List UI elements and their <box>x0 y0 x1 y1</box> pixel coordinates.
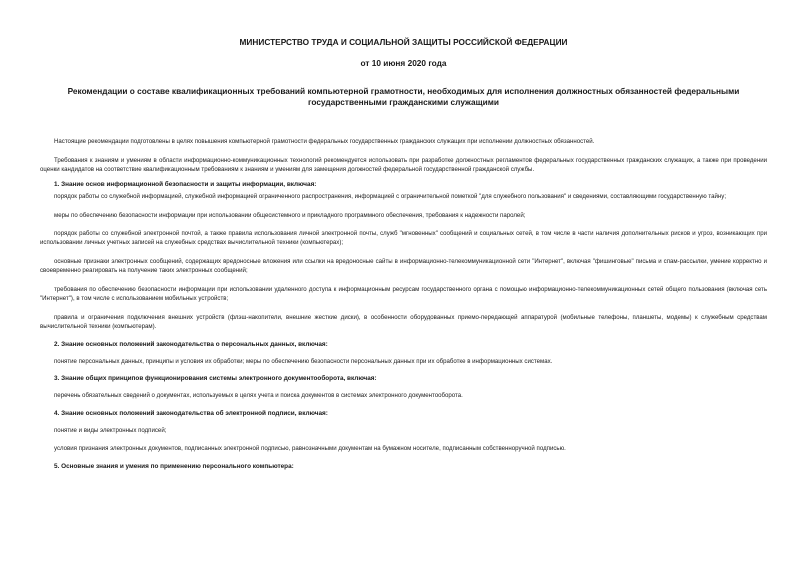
section-2-item: понятие персональных данных, принципы и условия их обработки; меры по обеспечению безопасности персональных данных при их обработке в информационных системах. <box>54 358 553 365</box>
document-body <box>40 137 767 471</box>
section-4-item: условия признания электронных документов, подписанных электронной подписью, равнозначными документам на бумажном носителе, подписанным собственноручной подписью. <box>54 445 566 452</box>
document-date: от 10 июня 2020 года <box>360 58 447 68</box>
section-1-item: основные признаки электронных сообщений, содержащих вредоносные вложения или ссылки на вредоносные сайты в информационно-телекоммуникационной сети "Интернет", включая "фишинговые" письма и спам-рассылки, умение корректно и своевременно реагировать на получение таких электронных сообщений; <box>40 258 767 274</box>
section-1-item: требования по обеспечению безопасности информации при использовании удаленного доступа к информационным ресурсам государственного органа с помощью информационно-телекоммуникационных сетей общего пользования (включая сеть "Интернет"), в том числе с использованием мобильных устройств; <box>40 286 767 302</box>
section-1-item: порядок работы со служебной информацией, служебной информацией ограниченного распространения, информацией с ограничительной пометкой "для служебного пользования" и сведениями, составляющими государственную тайну; <box>54 193 727 200</box>
document-title: Рекомендации о составе квалификационных требований компьютерной грамотности, необходимых для исполнения должностных обязанностей федеральными государственными гражданскими служащими <box>67 86 740 107</box>
intro-paragraph-1: Настоящие рекомендации подготовлены в целях повышения компьютерной грамотности федеральных государственных гражданских служащих при исполнении должностных обязанностей. <box>54 138 595 145</box>
section-1-item: меры по обеспечению безопасности информации при использовании общесистемного и прикладного программного обеспечения, требования к надежности паролей; <box>54 212 526 219</box>
section-2-heading: 2. Знание основных положений законодательства о персональных данных, включая: <box>54 341 328 348</box>
section-1-heading: 1. Знание основ информационной безопасности и защиты информации, включая: <box>54 181 317 188</box>
section-3-heading: 3. Знание общих принципов функционирования системы электронного документооборота, включая: <box>54 375 377 382</box>
section-4-heading: 4. Знание основных положений законодательства об электронной подписи, включая: <box>54 410 328 417</box>
intro-paragraph-2: Требования к знаниям и умениям в области информационно-коммуникационных технологий рекомендуется использовать при разработке должностных регламентов федеральных государственных гражданских служащих, а также при проведении оценки кандидатов на соответствие квалификационным требованиям к знаниям и умениям для замещения должностей федеральной государственной гражданской службы. <box>40 157 767 173</box>
section-1-item: порядок работы со служебной электронной почтой, а также правила использования личной электронной почты, служб "мгновенных" сообщений и социальных сетей, в том числе в части наличия дополнительных рисков и угроз, возникающих при использовании личных учетных записей на служебных средствах вычислительной техники (компьютерах); <box>40 230 767 246</box>
ministry-name: МИНИСТЕРСТВО ТРУДА И СОЦИАЛЬНОЙ ЗАЩИТЫ РОССИЙСКОЙ ФЕДЕРАЦИИ <box>239 37 568 47</box>
section-4-item: понятие и виды электронных подписей; <box>54 427 167 434</box>
section-5-heading: 5. Основные знания и умения по применению персонального компьютера: <box>54 463 294 470</box>
section-1-item: правила и ограничения подключения внешних устройств (флэш-накопители, внешние жесткие диски), в особенности оборудованных приемо-передающей аппаратурой (мобильные телефоны, планшеты, модемы) к служебным средствам вычислительной техники (компьютерам). <box>40 314 767 330</box>
section-3-item: перечень обязательных сведений о документах, используемых в целях учета и поиска документов в системах электронного документооборота. <box>54 392 463 399</box>
